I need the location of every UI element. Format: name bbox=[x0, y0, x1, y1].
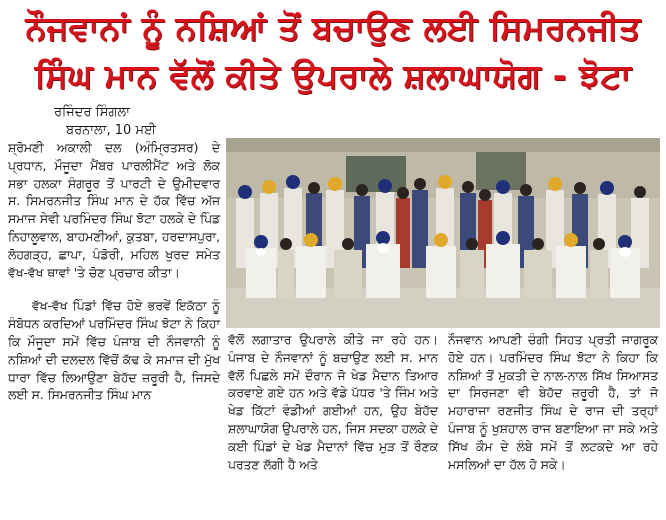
article-paragraph-1: ਸ਼੍ਰੋਮਣੀ ਅਕਾਲੀ ਦਲ (ਅੰਮ੍ਰਿਤਸਰ) ਦੇ ਪ੍ਰਧਾਨ, ਮੌਜੂਦਾ ਮੈਂਬਰ ਪਾਰਲੀਮੈਂਟ ਅਤੇ ਲੋਕ ਸਭਾ ਹਲਕਾ ਸੰਗਰੂਰ ਤੋਂ ਪਾਰਟੀ ਦੇ ਉਮੀਦਵਾਰ ਸ. ਸਿਮਰਨਜੀਤ ਸਿੰਘ ਮਾਨ ਦੇ ਹੱਕ ਵਿੱਚ ਅੱਜ ਸਮਾਜ ਸੇਵੀ ਪਰਮਿੰਦਰ ਸਿੰਘ ਝੋਟਾ ਹਲਕੇ ਦੇ ਪਿੰਡ ਨਿਹਾਲੂਵਾਲ, ਬਾਹਮਣੀਆਂ, ਕੁਤਬਾ, ਹਰਦਾਸਪੁਰਾ, ਲੋਹਗੜ੍ਹ, ਛਾਪਾ, ਪੰਡੋਰੀ, ਮਹਿਲ ਖੁਰਦ ਸਮੇਤ ਵੱਖ-ਵੱਖ ਥਾਵਾਂ 'ਤੇ ਚੋਣ ਪ੍ਰਚਾਰ ਕੀਤਾ। bbox=[8, 141, 220, 280]
article-paragraph-3: ਵੱਲੋਂ ਲਗਾਤਾਰ ਉਪਰਾਲੇ ਕੀਤੇ ਜਾ ਰਹੇ ਹਨ। ਪੰਜਾਬ ਦੇ ਨੌਜਵਾਨਾਂ ਨੂੰ ਬਚਾਉਣ ਲਈ ਸ. ਮਾਨ ਵੱਲੋਂ ਪਿਛਲੇ ਸਮੇਂ ਦੌਰਾਨ ਜੋ ਖੇਡ ਮੈਦਾਨ ਤਿਆਰ ਕਰਵਾਏ ਗਏ ਹਨ ਅਤੇ ਵੱਡੇ ਪੱਧਰ 'ਤੇ ਜਿੰਮ ਅਤੇ ਖੇਡ ਕਿੱਟਾਂ ਵੰਡੀਆਂ ਗਈਆਂ ਹਨ, ਉਹ ਬੇਹੱਦ ਸ਼ਲਾਘਾਯੋਗ ਉਪਰਾਲੇ ਹਨ, ਜਿਸ ਸਦਕਾ ਹਲਕੇ ਦੇ ਕਈ ਪਿੰਡਾਂ ਦੇ ਖੇਡ ਮੈਦਾਨਾਂ ਵਿੱਚ ਮੁੜ ਤੋਂ ਰੌਣਕ ਪਰਤਣ ਲੱਗੀ ਹੈ ਅਤੇ bbox=[228, 333, 438, 472]
article-column-1 bbox=[8, 140, 220, 405]
headline bbox=[10, 4, 656, 100]
dateline: ਬਰਨਾਲਾ, 10 ਮਈ bbox=[66, 123, 157, 138]
byline bbox=[20, 104, 220, 140]
headline-line-2: ਸਿੰਘ ਮਾਨ ਵੱਲੋਂ ਕੀਤੇ ਉਪਰਾਲੇ ਸ਼ਲਾਘਾਯੋਗ - ਝੋਟਾ bbox=[34, 56, 632, 95]
group-photo-image bbox=[226, 138, 660, 328]
article-column-3 bbox=[448, 332, 658, 474]
headline-line-1: ਨੌਜਵਾਨਾਂ ਨੂੰ ਨਸ਼ਿਆਂ ਤੋਂ ਬਚਾਉਣ ਲਈ ਸਿਮਰਨਜੀਤ bbox=[25, 8, 641, 47]
article-paragraph-2: ਵੱਖ-ਵੱਖ ਪਿੰਡਾਂ ਵਿੱਚ ਹੋਏ ਭਰਵੇਂ ਇਕੱਠਾ ਨੂੰ ਸੰਬੋਧਨ ਕਰਦਿਆਂ ਪਰਮਿੰਦਰ ਸਿੰਘ ਝੋਟਾ ਨੇ ਕਿਹਾ ਕਿ ਮੌਜੂਦਾ ਸਮੇਂ ਵਿੱਚ ਪੰਜਾਬ ਦੀ ਨੌਜਵਾਨੀ ਨੂੰ ਨਸ਼ਿਆਂ ਦੀ ਦਲਦਲ ਵਿੱਚੋਂ ਕੱਢ ਕੇ ਸਮਾਜ ਦੀ ਮੁੱਖ ਧਾਰਾ ਵਿੱਚ ਲਿਆਉਣਾ ਬੇਹੱਦ ਜ਼ਰੂਰੀ ਹੈ, ਜਿਸਦੇ ਲਈ ਸ. ਸਿਮਰਨਜੀਤ ਸਿੰਘ ਮਾਨ bbox=[8, 299, 220, 403]
group-photo bbox=[226, 138, 660, 328]
article-paragraph-4: ਨੌਜਵਾਨ ਆਪਣੀ ਚੰਗੀ ਸਿਹਤ ਪ੍ਰਤੀ ਜਾਗਰੂਕ ਹੋਏ ਹਨ। ਪਰਮਿੰਦਰ ਸਿੰਘ ਝੋਟਾ ਨੇ ਕਿਹਾ ਕਿ ਨਸ਼ਿਆਂ ਤੋਂ ਮੁਕਤੀ ਦੇ ਨਾਲ-ਨਾਲ ਸਿੱਖ ਸਿਆਸਤ ਦਾ ਸਿਰਜਣਾ ਵੀ ਬੇਹੱਦ ਜ਼ਰੂਰੀ ਹੈ, ਤਾਂ ਜੋ ਮਹਾਰਾਜਾ ਰਣਜੀਤ ਸਿੰਘ ਦੇ ਰਾਜ ਦੀ ਤਰ੍ਹਾਂ ਪੰਜਾਬ ਨੂੰ ਖੁਸ਼ਹਾਲ ਰਾਜ ਬਣਾਇਆ ਜਾ ਸਕੇ ਅਤੇ ਸਿੱਖ ਕੌਮ ਦੇ ਲੰਬੇ ਸਮੇਂ ਤੋਂ ਲਟਕਦੇ ਆ ਰਹੇ ਮਸਲਿਆਂ ਦਾ ਹੱਲ ਹੋ ਸਕੇ। bbox=[448, 333, 658, 472]
reporter-name: ਰਜਿੰਦਰ ਸਿੰਗਲਾ bbox=[54, 105, 130, 120]
article-column-2 bbox=[228, 332, 438, 474]
